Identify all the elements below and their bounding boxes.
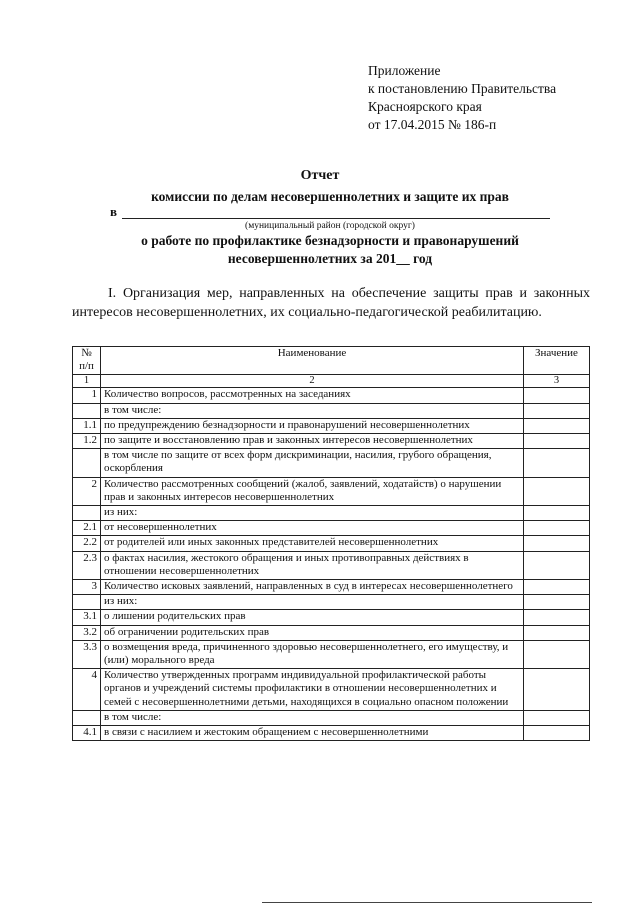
row-value-cell[interactable] [524, 506, 590, 521]
row-name: из них: [101, 506, 524, 521]
municipality-prefix: в [110, 204, 118, 219]
row-value-cell[interactable] [524, 640, 590, 668]
row-number [73, 595, 101, 610]
report-topic-line-2: несовершеннолетних за 201__ год [227, 251, 433, 266]
table-row [73, 536, 590, 551]
row-name: в том числе: [101, 710, 524, 725]
table-row [73, 710, 590, 725]
approval-block [368, 62, 556, 134]
row-value-cell[interactable] [524, 449, 590, 477]
row-name: в связи с насилием и жестоким обращением с несовершеннолетними [101, 726, 524, 741]
row-number: 3.1 [73, 610, 101, 625]
row-number: 2.2 [73, 536, 101, 551]
report-topic-line-1: о работе по профилактике безнадзорности и правонарушений [141, 233, 519, 248]
row-number: 3 [73, 580, 101, 595]
row-value-cell[interactable] [524, 710, 590, 725]
row-number: 1 [73, 388, 101, 403]
table-row [73, 610, 590, 625]
row-name: об ограничении родительских прав [101, 625, 524, 640]
approval-line-1: Приложение [368, 63, 441, 78]
row-name: о возмещения вреда, причиненного здоровью несовершеннолетнего, его имуществу, и (или) морального вреда [101, 640, 524, 668]
row-number: 2.1 [73, 521, 101, 536]
approval-line-4: от 17.04.2015 № 186-п [368, 117, 497, 132]
row-value-cell[interactable] [524, 388, 590, 403]
row-value-cell[interactable] [524, 726, 590, 741]
row-name: в том числе по защите от всех форм дискриминации, насилия, грубого обращения, оскорбления [101, 449, 524, 477]
row-name: Количество вопросов, рассмотренных на заседаниях [101, 388, 524, 403]
row-value-cell[interactable] [524, 418, 590, 433]
row-name: из них: [101, 595, 524, 610]
row-value-cell[interactable] [524, 477, 590, 505]
row-value-cell[interactable] [524, 610, 590, 625]
row-name: от несовершеннолетних [101, 521, 524, 536]
table-row [73, 506, 590, 521]
row-name: по предупреждению безнадзорности и правонарушений несовершеннолетних [101, 418, 524, 433]
row-number [73, 506, 101, 521]
table-row [73, 580, 590, 595]
column-number-row [73, 375, 590, 388]
row-value-cell[interactable] [524, 434, 590, 449]
row-name: о фактах насилия, жестокого обращения и иных противоправных действиях в отношении несовершеннолетних [101, 551, 524, 579]
row-value-cell[interactable] [524, 521, 590, 536]
table-row [73, 418, 590, 433]
row-value-cell[interactable] [524, 580, 590, 595]
table-row [73, 449, 590, 477]
header-number: № п/п [73, 347, 101, 375]
table-header-row [73, 347, 590, 375]
row-name: Количество рассмотренных сообщений (жалоб, заявлений, ходатайств) о нарушении прав и законных интересов несовершеннолетних [101, 477, 524, 505]
report-subtitle: комиссии по делам несовершеннолетних и защите их прав [151, 189, 509, 204]
column-number-3: 3 [524, 375, 590, 388]
table-row [73, 625, 590, 640]
table-row [73, 388, 590, 403]
column-number-1: 1 [73, 375, 101, 388]
table-row [73, 521, 590, 536]
row-name: Количество исковых заявлений, направленных в суд в интересах несовершеннолетнего [101, 580, 524, 595]
report-table [72, 346, 590, 741]
row-value-cell[interactable] [524, 551, 590, 579]
table-row [73, 477, 590, 505]
section-heading: I. Организация мер, направленных на обеспечение защиты прав и законных интересов несовершеннолетних, их социально-педагогической реабилитацию. [72, 286, 590, 320]
table-row [73, 403, 590, 418]
row-name: в том числе: [101, 403, 524, 418]
row-value-cell[interactable] [524, 669, 590, 711]
table-row [73, 434, 590, 449]
row-value-cell[interactable] [524, 625, 590, 640]
table-row [73, 640, 590, 668]
row-number: 2 [73, 477, 101, 505]
row-number: 4 [73, 669, 101, 711]
row-number: 1.2 [73, 434, 101, 449]
table-row [73, 726, 590, 741]
municipality-blank-line[interactable] [122, 218, 550, 219]
report-title: Отчет [300, 168, 340, 183]
municipality-hint: (муниципальный район (городской округ) [245, 221, 415, 231]
header-name: Наименование [101, 347, 524, 375]
row-name: от родителей или иных законных представителей несовершеннолетних [101, 536, 524, 551]
column-number-2: 2 [101, 375, 524, 388]
row-number: 1.1 [73, 418, 101, 433]
row-value-cell[interactable] [524, 536, 590, 551]
row-number [73, 710, 101, 725]
row-value-cell[interactable] [524, 595, 590, 610]
row-name: о лишении родительских прав [101, 610, 524, 625]
row-number: 2.3 [73, 551, 101, 579]
table-row [73, 595, 590, 610]
row-value-cell[interactable] [524, 403, 590, 418]
page-bottom-rule [262, 902, 592, 903]
table-row [73, 551, 590, 579]
table-row [73, 669, 590, 711]
approval-line-3: Красноярского края [368, 99, 482, 114]
row-number [73, 449, 101, 477]
approval-line-2: к постановлению Правительства [368, 81, 557, 96]
row-number: 4.1 [73, 726, 101, 741]
row-name: по защите и восстановлению прав и законных интересов несовершеннолетних [101, 434, 524, 449]
row-number: 3.3 [73, 640, 101, 668]
row-name: Количество утвержденных программ индивидуальной профилактической работы органов и учреждений системы профилактики в отношении несовершеннолетних и семей с несовершеннолетними детьми, находящихся в социально опасном положении [101, 669, 524, 711]
header-value: Значение [524, 347, 590, 375]
row-number: 3.2 [73, 625, 101, 640]
row-number [73, 403, 101, 418]
